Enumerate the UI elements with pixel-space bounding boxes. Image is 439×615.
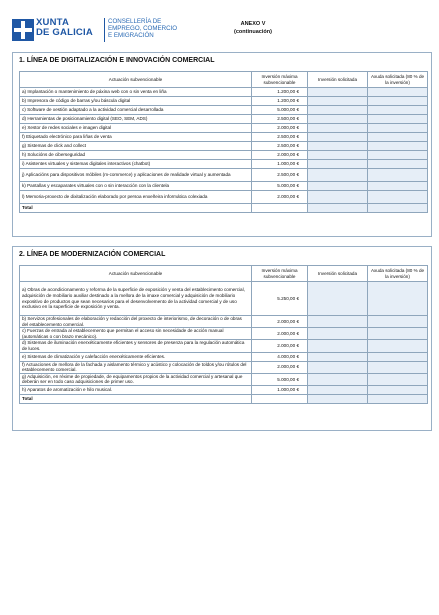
logo-text	[36, 18, 93, 38]
max-amount-cell: 2.000,00 €	[252, 328, 308, 340]
section-modernization	[12, 246, 432, 431]
col-action: Actuación subvencionable	[20, 72, 252, 88]
action-cell: c) Fuerzas de entrada al establecemento que permitan el acceso sin necesidade de acción manual (automáticas o con brazo mecánico).	[20, 328, 252, 340]
col-aid: Axuda solicitada (80 % de la inversión)	[368, 266, 428, 282]
max-amount-cell: 2.500,00 €	[252, 169, 308, 182]
investment-table	[19, 71, 428, 213]
requested-investment-input[interactable]	[308, 182, 368, 191]
requested-investment-input[interactable]	[308, 316, 368, 328]
table-row	[20, 191, 428, 204]
table-row	[20, 106, 428, 115]
requested-investment-input[interactable]	[308, 151, 368, 160]
total-row	[20, 204, 428, 213]
requested-aid-input[interactable]	[368, 106, 428, 115]
col-max: Inversión máxima subvencionable	[252, 72, 308, 88]
max-amount-cell: 1.000,00 €	[252, 385, 308, 394]
requested-investment-input[interactable]	[308, 160, 368, 169]
total-investment-input[interactable]	[308, 394, 368, 403]
table-row	[20, 340, 428, 352]
annex-subtitle: (continuación)	[234, 29, 272, 35]
section-digitalization	[12, 52, 432, 237]
dept-line: CONSELLERÍA DE	[108, 18, 162, 25]
requested-investment-input[interactable]	[308, 191, 368, 204]
table-header-row	[20, 72, 428, 88]
action-cell: f) Etiquetado electrónico para liñas de venta	[20, 133, 252, 142]
requested-aid-input[interactable]	[368, 352, 428, 361]
table-row	[20, 115, 428, 124]
requested-aid-input[interactable]	[368, 169, 428, 182]
requested-aid-input[interactable]	[368, 373, 428, 385]
table-row	[20, 160, 428, 169]
table-row	[20, 142, 428, 151]
table-row	[20, 385, 428, 394]
requested-investment-input[interactable]	[308, 115, 368, 124]
max-amount-cell: 2.500,00 €	[252, 142, 308, 151]
action-cell: g) Sistemas de click and collect	[20, 142, 252, 151]
table-body	[20, 282, 428, 404]
requested-investment-input[interactable]	[308, 133, 368, 142]
col-requested: Inversión solicitada	[308, 266, 368, 282]
logo-line1: XUNTA	[36, 17, 70, 28]
max-amount-cell: 5.000,00 €	[252, 373, 308, 385]
requested-investment-input[interactable]	[308, 385, 368, 394]
requested-investment-input[interactable]	[308, 169, 368, 182]
logo-divider	[104, 18, 105, 42]
max-amount-cell: 2.000,00 €	[252, 151, 308, 160]
table-row	[20, 361, 428, 373]
requested-investment-input[interactable]	[308, 106, 368, 115]
requested-aid-input[interactable]	[368, 88, 428, 97]
total-label: Total	[20, 394, 252, 403]
requested-investment-input[interactable]	[308, 361, 368, 373]
table-header-row	[20, 266, 428, 282]
requested-aid-input[interactable]	[368, 385, 428, 394]
max-amount-cell: 2.000,00 €	[252, 361, 308, 373]
requested-aid-input[interactable]	[368, 191, 428, 204]
annex-title: ANEXO V	[240, 21, 266, 27]
requested-investment-input[interactable]	[308, 352, 368, 361]
action-cell: j) Aplicacións para dispositivos móbiles (m-commerce) y aplicaciones de realidade virtual y aumentada	[20, 169, 252, 182]
col-requested: Inversión solicitada	[308, 72, 368, 88]
max-amount-cell: 4.000,00 €	[252, 352, 308, 361]
requested-investment-input[interactable]	[308, 88, 368, 97]
col-aid: Axuda solicitada (80 % de la inversión)	[368, 72, 428, 88]
action-cell: c) Software de xestión adaptado a la actividad comercial desarrollada	[20, 106, 252, 115]
requested-investment-input[interactable]	[308, 373, 368, 385]
action-cell: b) Servizos profesionales de elaboración y redacción del proxecto de interiorismo, de decoración o de obras del establecemento comercial.	[20, 316, 252, 328]
requested-investment-input[interactable]	[308, 328, 368, 340]
table-row	[20, 133, 428, 142]
table-body	[20, 88, 428, 213]
max-amount-cell: 5.250,00 €	[252, 282, 308, 316]
requested-aid-input[interactable]	[368, 316, 428, 328]
table-row	[20, 352, 428, 361]
table-row	[20, 151, 428, 160]
requested-aid-input[interactable]	[368, 115, 428, 124]
max-amount-cell: 2.000,00 €	[252, 340, 308, 352]
requested-investment-input[interactable]	[308, 282, 368, 316]
requested-investment-input[interactable]	[308, 97, 368, 106]
max-amount-cell: 5.000,00 €	[252, 182, 308, 191]
action-cell: h) Aparatos de aromatización e hilo musical.	[20, 385, 252, 394]
annex-heading	[220, 20, 286, 36]
table-row	[20, 169, 428, 182]
requested-investment-input[interactable]	[308, 142, 368, 151]
col-action: Actuación subvencionable	[20, 266, 252, 282]
action-cell: e) Xestor de redes sociales e imagen digital	[20, 124, 252, 133]
action-cell: e) Sistemas de climatización y calefacción enerxéticamente eficientes.	[20, 352, 252, 361]
max-amount-cell: 2.500,00 €	[252, 115, 308, 124]
total-aid-input[interactable]	[368, 394, 428, 403]
total-label: Total	[20, 204, 252, 213]
action-cell: b) Impresora de código de barras y/ou báscula digital	[20, 97, 252, 106]
max-amount-cell: 2.500,00 €	[252, 133, 308, 142]
requested-aid-input[interactable]	[368, 361, 428, 373]
max-amount-cell: 1.000,00 €	[252, 160, 308, 169]
total-max-cell	[252, 204, 308, 213]
table-row	[20, 282, 428, 316]
total-investment-input[interactable]	[308, 204, 368, 213]
action-cell: k) Pantallas y escaparates virtuales con o sin interacción con la clientela	[20, 182, 252, 191]
requested-aid-input[interactable]	[368, 282, 428, 316]
requested-aid-input[interactable]	[368, 160, 428, 169]
total-aid-input[interactable]	[368, 204, 428, 213]
section-title: 1. LÍNEA DE DIGITALIZACIÓN E INNOVACIÓN COMERCIAL	[19, 57, 215, 64]
requested-aid-input[interactable]	[368, 151, 428, 160]
action-cell: i) Asistentes virtuales y sistemas digitales interactivos (chatbot)	[20, 160, 252, 169]
max-amount-cell: 2.000,00 €	[252, 124, 308, 133]
requested-aid-input[interactable]	[368, 97, 428, 106]
max-amount-cell: 1.200,00 €	[252, 88, 308, 97]
table-row	[20, 182, 428, 191]
action-cell: l) Memoria-proxecto de dixitalización elaborado por persoa enxeñeira informática colexiada	[20, 191, 252, 204]
table-row	[20, 97, 428, 106]
col-max: Inversión máxima subvencionable	[252, 266, 308, 282]
requested-aid-input[interactable]	[368, 124, 428, 133]
action-cell: g) Adquisición, en réxime de propiedade, de equipamentos propios de la actividad comercial y artesanal que deberán ser en todo caso adquisiciones de primer uso.	[20, 373, 252, 385]
total-max-cell	[252, 394, 308, 403]
requested-investment-input[interactable]	[308, 340, 368, 352]
action-cell: d) Sistemas de iluminación enerxéticamente eficientes y sensores de presenza para la regulación automática de luces.	[20, 340, 252, 352]
table-row	[20, 88, 428, 97]
table-row	[20, 373, 428, 385]
action-cell: a) Obras de acondicionamento y reforma de la superficie de exposición y venta del establecimento comercial, adquisición de mobiliario auxiliar destinado a la mellora de la imaxe comercial y adquisición de mobiliario expositivo de productos que sean necesarios para el desenvolvemento de la actividad comercial y de uso exclusivo en la superficie de exposición y venta.	[20, 282, 252, 316]
total-row	[20, 394, 428, 403]
investment-table	[19, 265, 428, 404]
requested-aid-input[interactable]	[368, 340, 428, 352]
max-amount-cell: 1.200,00 €	[252, 97, 308, 106]
requested-aid-input[interactable]	[368, 142, 428, 151]
department-name	[108, 18, 177, 39]
action-cell: f) Actuaciones de mellora de la fachada y aislamento térmico y acústico y colocación de toldos y/ou rótulos del establecemento comercial.	[20, 361, 252, 373]
requested-aid-input[interactable]	[368, 182, 428, 191]
max-amount-cell: 5.000,00 €	[252, 106, 308, 115]
xunta-logo	[12, 18, 107, 46]
dept-line: E EMIGRACIÓN	[108, 32, 154, 39]
requested-aid-input[interactable]	[368, 133, 428, 142]
section-title: 2. LÍNEA DE MODERNIZACIÓN COMERCIAL	[19, 251, 166, 258]
table-row	[20, 124, 428, 133]
max-amount-cell: 2.000,00 €	[252, 191, 308, 204]
dept-line: EMPREGO, COMERCIO	[108, 25, 178, 32]
action-cell: a) Implantación o mantenimiento de páxina web con o sin venta en liña	[20, 88, 252, 97]
logo-line2: DE GALICIA	[36, 27, 93, 38]
xunta-cross-logo-icon	[12, 19, 34, 41]
action-cell: d) Herramientas de posicionamiento digital (SEO, SEM, ADS)	[20, 115, 252, 124]
table-row	[20, 328, 428, 340]
page-header	[12, 16, 432, 48]
requested-aid-input[interactable]	[368, 328, 428, 340]
requested-investment-input[interactable]	[308, 124, 368, 133]
action-cell: h) Solucións de ciberseguridad	[20, 151, 252, 160]
table-row	[20, 316, 428, 328]
max-amount-cell: 2.000,00 €	[252, 316, 308, 328]
